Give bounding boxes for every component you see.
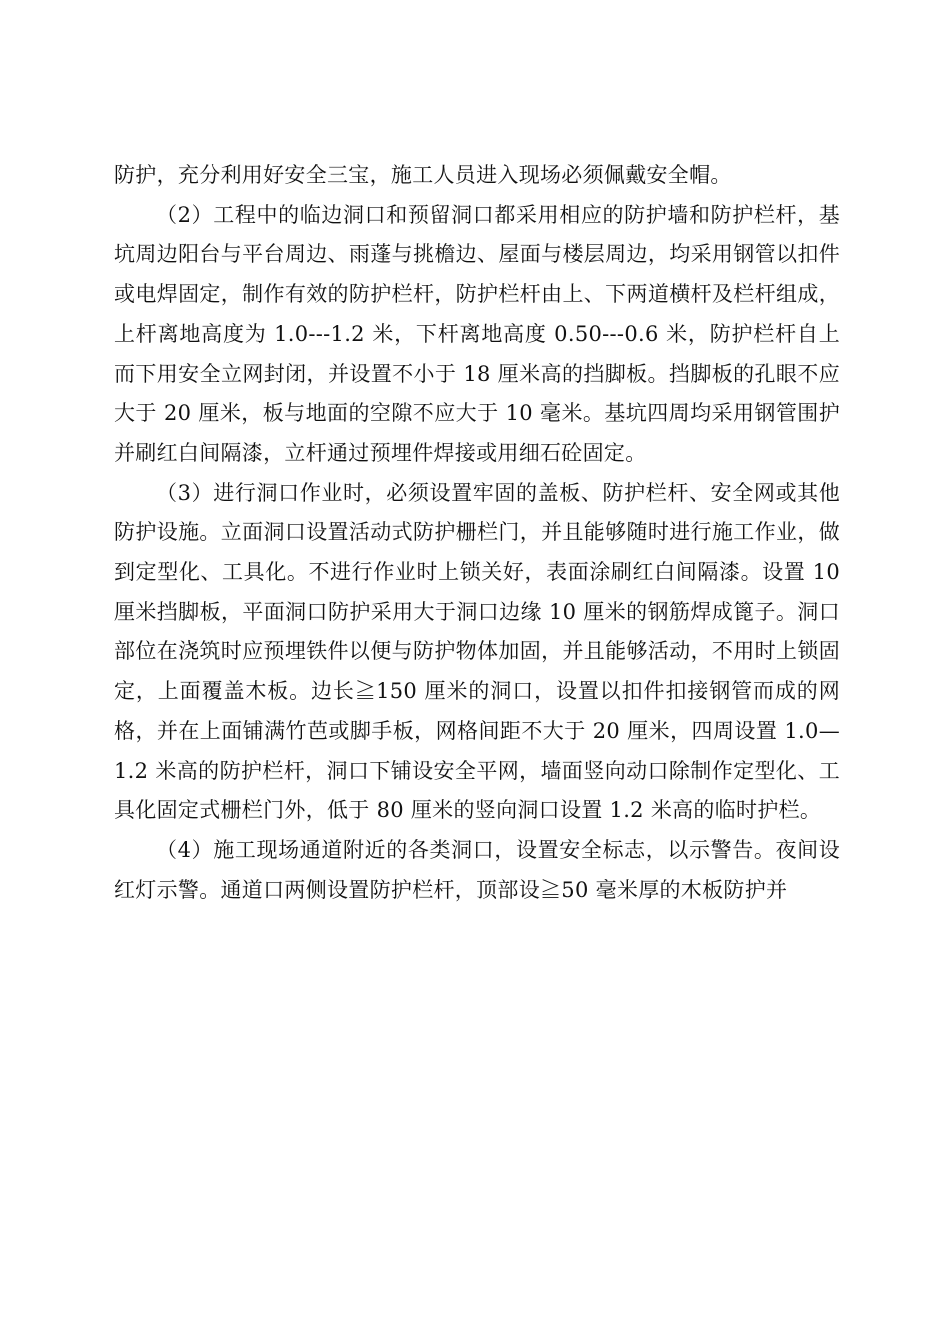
paragraph-item-2: （2）工程中的临边洞口和预留洞口都采用相应的防护墙和防护栏杆，基坑周边阳台与平台周边、雨蓬与挑檐边、屋面与楼层周边，均采用钢管以扣件或电焊固定，制作有效的防护栏杆，防护栏杆由上、下两道横杆及栏杆组成，上杆离地高度为 1.0---1.2 米，下杆离地高度 0.50---0.6 米，防护栏杆自上而下用安全立网封闭，并设置不小于 18 厘米高的挡脚板。挡脚板的孔眼不应大于 20 厘米，板与地面的空隙不应大于 10 毫米。基坑四周均采用钢管围护并刷红白间隔漆，立杆通过预埋件焊接或用细石砼固定。 [114,202,840,465]
document-body [114,156,840,910]
paragraph-item-3: （3）进行洞口作业时，必须设置牢固的盖板、防护栏杆、安全网或其他防护设施。立面洞口设置活动式防护栅栏门，并且能够随时进行施工作业，做到定型化、工具化。不进行作业时上锁关好，表面涂刷红白间隔漆。设置 10 厘米挡脚板，平面洞口防护采用大于洞口边缘 10 厘米的钢筋焊成篦子。洞口部位在浇筑时应预埋铁件以便与防护物体加固，并且能够活动，不用时上锁固定，上面覆盖木板。边长≧150 厘米的洞口，设置以扣件扣接钢管而成的网格，并在上面铺满竹芭或脚手板，网格间距不大于 20 厘米，四周设置 1.0—1.2 米高的防护栏杆，洞口下铺设安全平网，墙面竖向动口除制作定型化、工具化固定式栅栏门外，低于 80 厘米的竖向洞口设置 1.2 米高的临时护栏。 [114,480,840,823]
paragraph-item-4: （4）施工现场通道附近的各类洞口，设置安全标志，以示警告。夜间设红灯示警。通道口两侧设置防护栏杆，顶部设≧50 毫米厚的木板防护并 [114,837,840,902]
paragraph-continuation: 防护，充分利用好安全三宝，施工人员进入现场必须佩戴安全帽。 [114,163,732,187]
